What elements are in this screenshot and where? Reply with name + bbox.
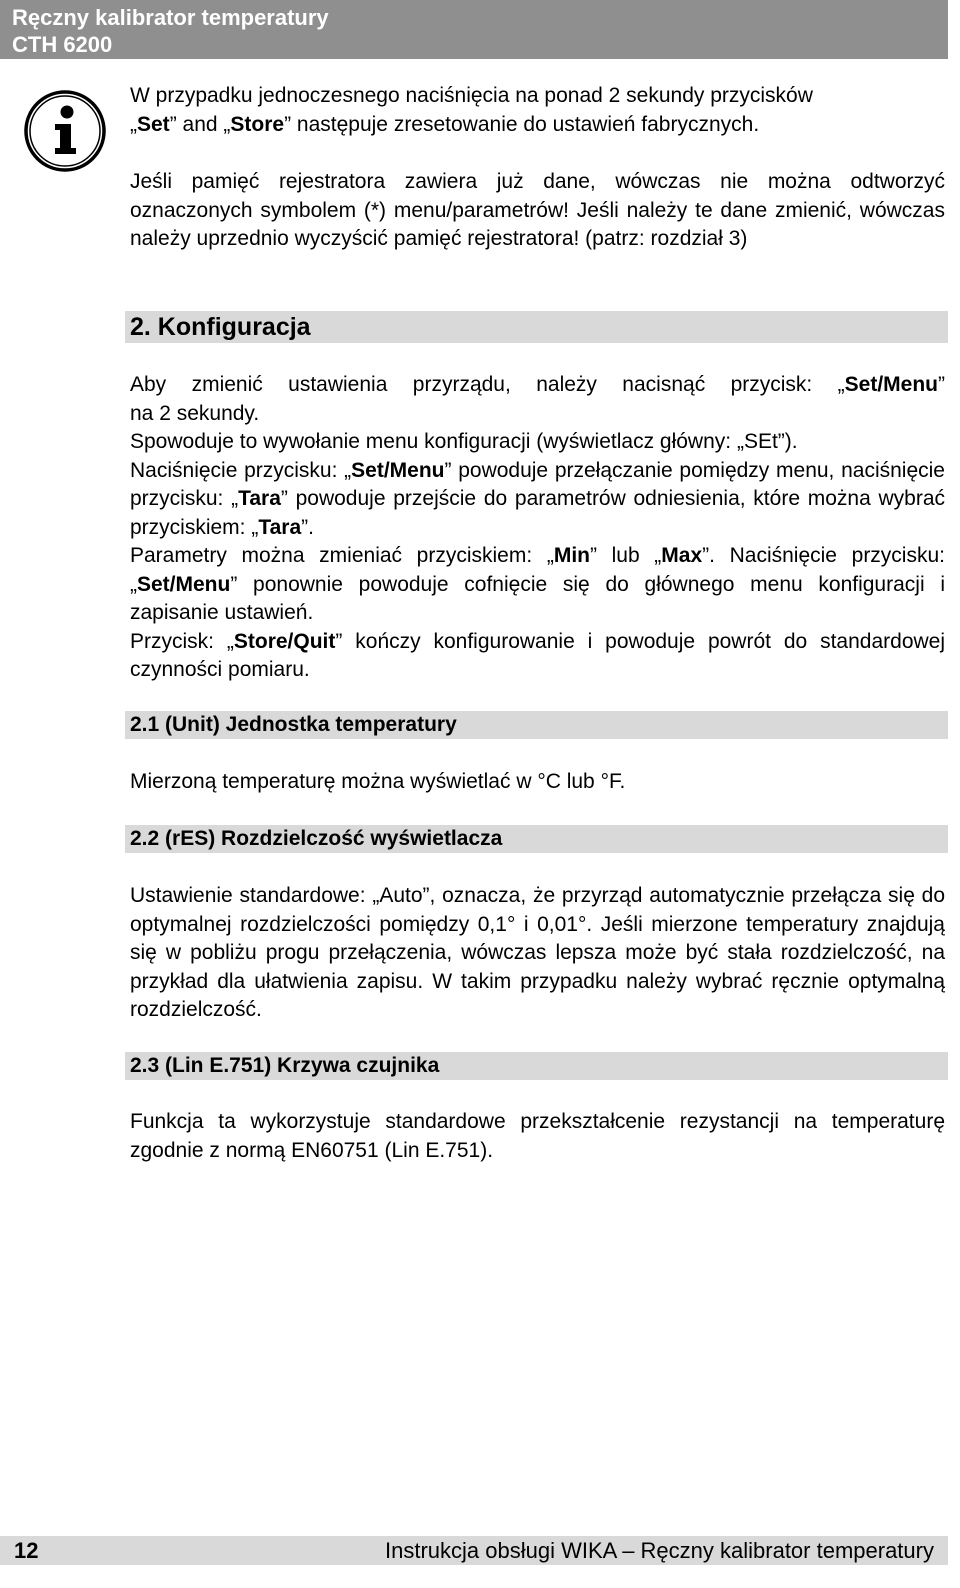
page-number: 12 [14,1538,39,1563]
footer-title: Instrukcja obsługi WIKA – Ręczny kalibrator temperatury [384,1538,934,1563]
header-title: Ręczny kalibrator temperatury [12,5,329,30]
notice-memory: Jeśli pamięć rejestratora zawiera już dane, wówczas nie można odtworzyć oznaczonych symbolem (*) menu/parametrów! Jeśli należy te dane zmienić, wówczas należy uprzednio wyczyścić pamięć rejestratora! (patrz: rozdział 3) [130,170,945,250]
page-header [0,0,948,59]
page-footer [0,1536,948,1565]
section-heading-unit: 2.1 (Unit) Jednostka temperatury [125,711,948,739]
section-heading-konfiguracja: 2. Konfiguracja [125,311,948,343]
section21-body: Mierzoną temperaturę można wyświetlać w °C lub °F. [130,770,626,793]
section2-body: Aby zmienić ustawienia przyrządu, należy nacisnąć przycisk: „Set/Menu” na 2 sekundy. Spowoduje to wywołanie menu konfiguracji (wyświetlacz główny: „SEt”). Naciśnięcie przycisku: „Set/Menu” powoduje przełączanie pomiędzy menu, naciśnięcie przycisku: „Tara” powoduje przejście do parametrów odniesienia, które można wybrać przyciskiem: „Tara”. Parametry można zmieniać przyciskiem: „Min” lub „Max”. Naciśnięcie przycisku: „Set/Menu” ponownie powoduje cofnięcie się do głównego menu konfiguracji i zapisanie ustawień. Przycisk: „Store/Quit” kończy konfigurowanie i powoduje powrót do standardowej czynności pomiaru. [130,373,946,681]
notice-reset: W przypadku jednoczesnego naciśnięcia na ponad 2 sekundy przycisków „Set” and „Store” następuje zresetowanie do ustawień fabrycznych. [130,84,813,136]
section23-body: Funkcja ta wykorzystuje standardowe przekształcenie rezystancji na temperaturę zgodnie z normą EN60751 (Lin E.751). [130,1110,945,1162]
section22-body: Ustawienie standardowe: „Auto”, oznacza, że przyrząd automatycznie przełącza się do optymalnej rozdzielczości pomiędzy 0,1° i 0,01°. Jeśli mierzone temperatury znajdują się w pobliżu progu przełączenia, wówczas lepsza może być stała rozdzielczość, na przykład dla ułatwienia zapisu. W takim przypadku należy wybrać ręcznie optymalną rozdzielczość. [130,884,945,1021]
header-model: CTH 6200 [12,32,113,57]
section-heading-resolution: 2.2 (rES) Rozdzielczość wyświetlacza [125,825,948,853]
section-heading-sensor-curve: 2.3 (Lin E.751) Krzywa czujnika [125,1052,948,1080]
info-icon [24,90,106,172]
